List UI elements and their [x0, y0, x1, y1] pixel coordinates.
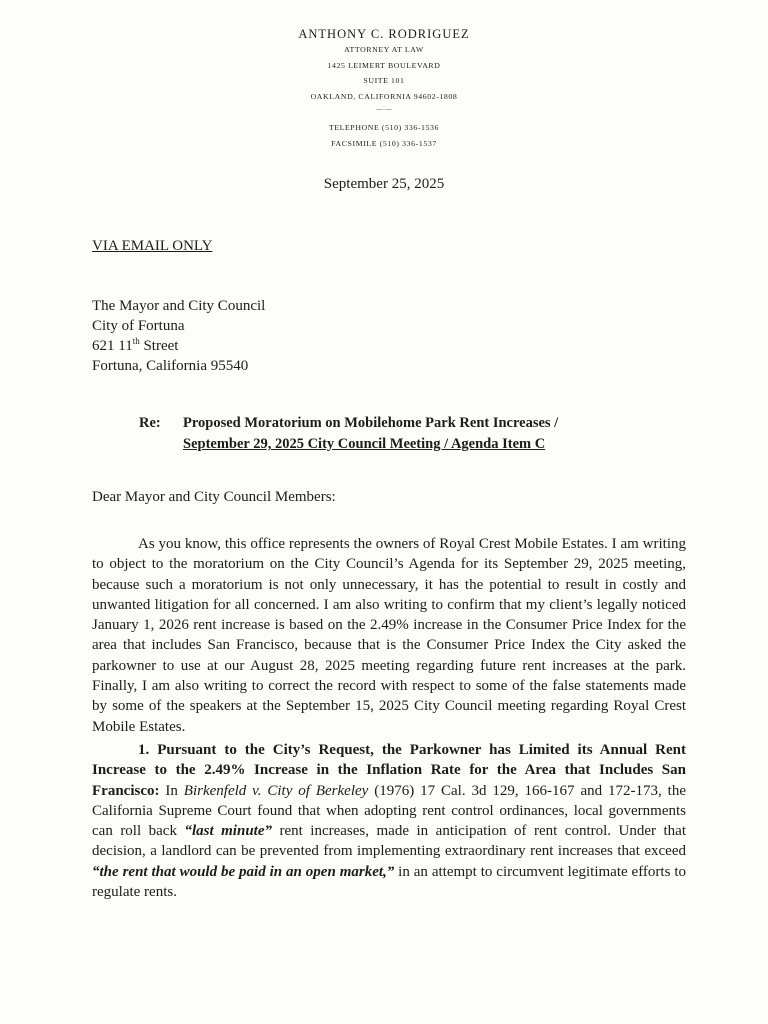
facsimile: FACSIMILE (510) 336-1537 [331, 138, 437, 148]
recipient-line: The Mayor and City Council [92, 298, 266, 314]
re-label: Re: [139, 415, 161, 431]
address-suite: SUITE 101 [363, 76, 405, 85]
letterhead [0, 26, 768, 151]
re-subject-line2: September 29, 2025 City Council Meeting / Agenda Item C [183, 436, 546, 452]
telephone: TELEPHONE (510) 336-1536 [328, 123, 440, 132]
quote-open-market: “the rent that would be paid in an open market,” [92, 863, 395, 880]
body-paragraph-2: 1. Pursuant to the City’s Request, the Parkowner has Limited its Annual Rent Increase to the 2.49% Increase in the Inflation Rate for the Area that Includes San Francisco: In Birkenfeld v. City of Berkeley (1976) 17 Cal. 3d 129, 166-167 and 172-173, the California Supreme Court found that when adopting rent control ordinances, local governments can roll back “last minute” rent increases, made in anticipation of rent control. Under that decision, a landlord can be prevented from implementing extraordinary rent increases that exceed “the rent that would be paid in an open market,” in an attempt to circumvent legitimate efforts to regulate rents. [92, 742, 686, 901]
address-street: 1425 LEIMERT BOULEVARD [327, 60, 441, 70]
attorney-title: ATTORNEY AT LAW [344, 45, 424, 54]
recipient-line: Fortuna, California 95540 [92, 358, 249, 374]
recipient-address [92, 296, 265, 376]
letter-date: September 25, 2025 [323, 176, 445, 192]
case-citation: Birkenfeld v. City of Berkeley [183, 782, 369, 799]
salutation: Dear Mayor and City Council Members: [92, 489, 336, 505]
recipient-street: 621 11th Street [92, 336, 179, 354]
delivery-method: VIA EMAIL ONLY [92, 238, 213, 254]
address-city: OAKLAND, CALIFORNIA 94602-1808 [310, 91, 458, 101]
body-paragraph-1: As you know, this office represents the owners of Royal Crest Mobile Estates. I am writing to object to the moratorium on the City Council’s Agenda for its September 29, 2025 meeting, because such a moratorium is not only unnecessary, it has the potential to result in costly and unwanted litigation for all concerned. I am also writing to confirm that my client’s legally noticed January 1, 2026 rent increase is based on the 2.49% increase in the Consumer Price Index for the area that includes San Francisco, because that is the Consumer Price Index the City asked the parkowner to use at our August 28, 2025 meeting regarding future rent increases at the park. Finally, I am also writing to correct the record with respect to some of the false statements made by some of the speakers at the September 15, 2025 City Council meeting regarding Royal Crest Mobile Estates. [92, 536, 686, 735]
re-subject [183, 413, 558, 455]
quote-last-minute: “last minute” [184, 823, 272, 840]
attorney-name: ANTHONY C. RODRIGUEZ [298, 27, 470, 41]
letterhead-separator: — — [376, 105, 392, 113]
re-subject-line1: Proposed Moratorium on Mobilehome Park Rent Increases / [183, 415, 559, 431]
section-heading: 1. Pursuant to the City’s Request, the Parkowner has Limited its Annual Rent Increase to the 2.49% Increase in the Inflation Rate for the Area that Includes San Francisco: [92, 742, 686, 799]
recipient-line: City of Fortuna [92, 318, 185, 334]
